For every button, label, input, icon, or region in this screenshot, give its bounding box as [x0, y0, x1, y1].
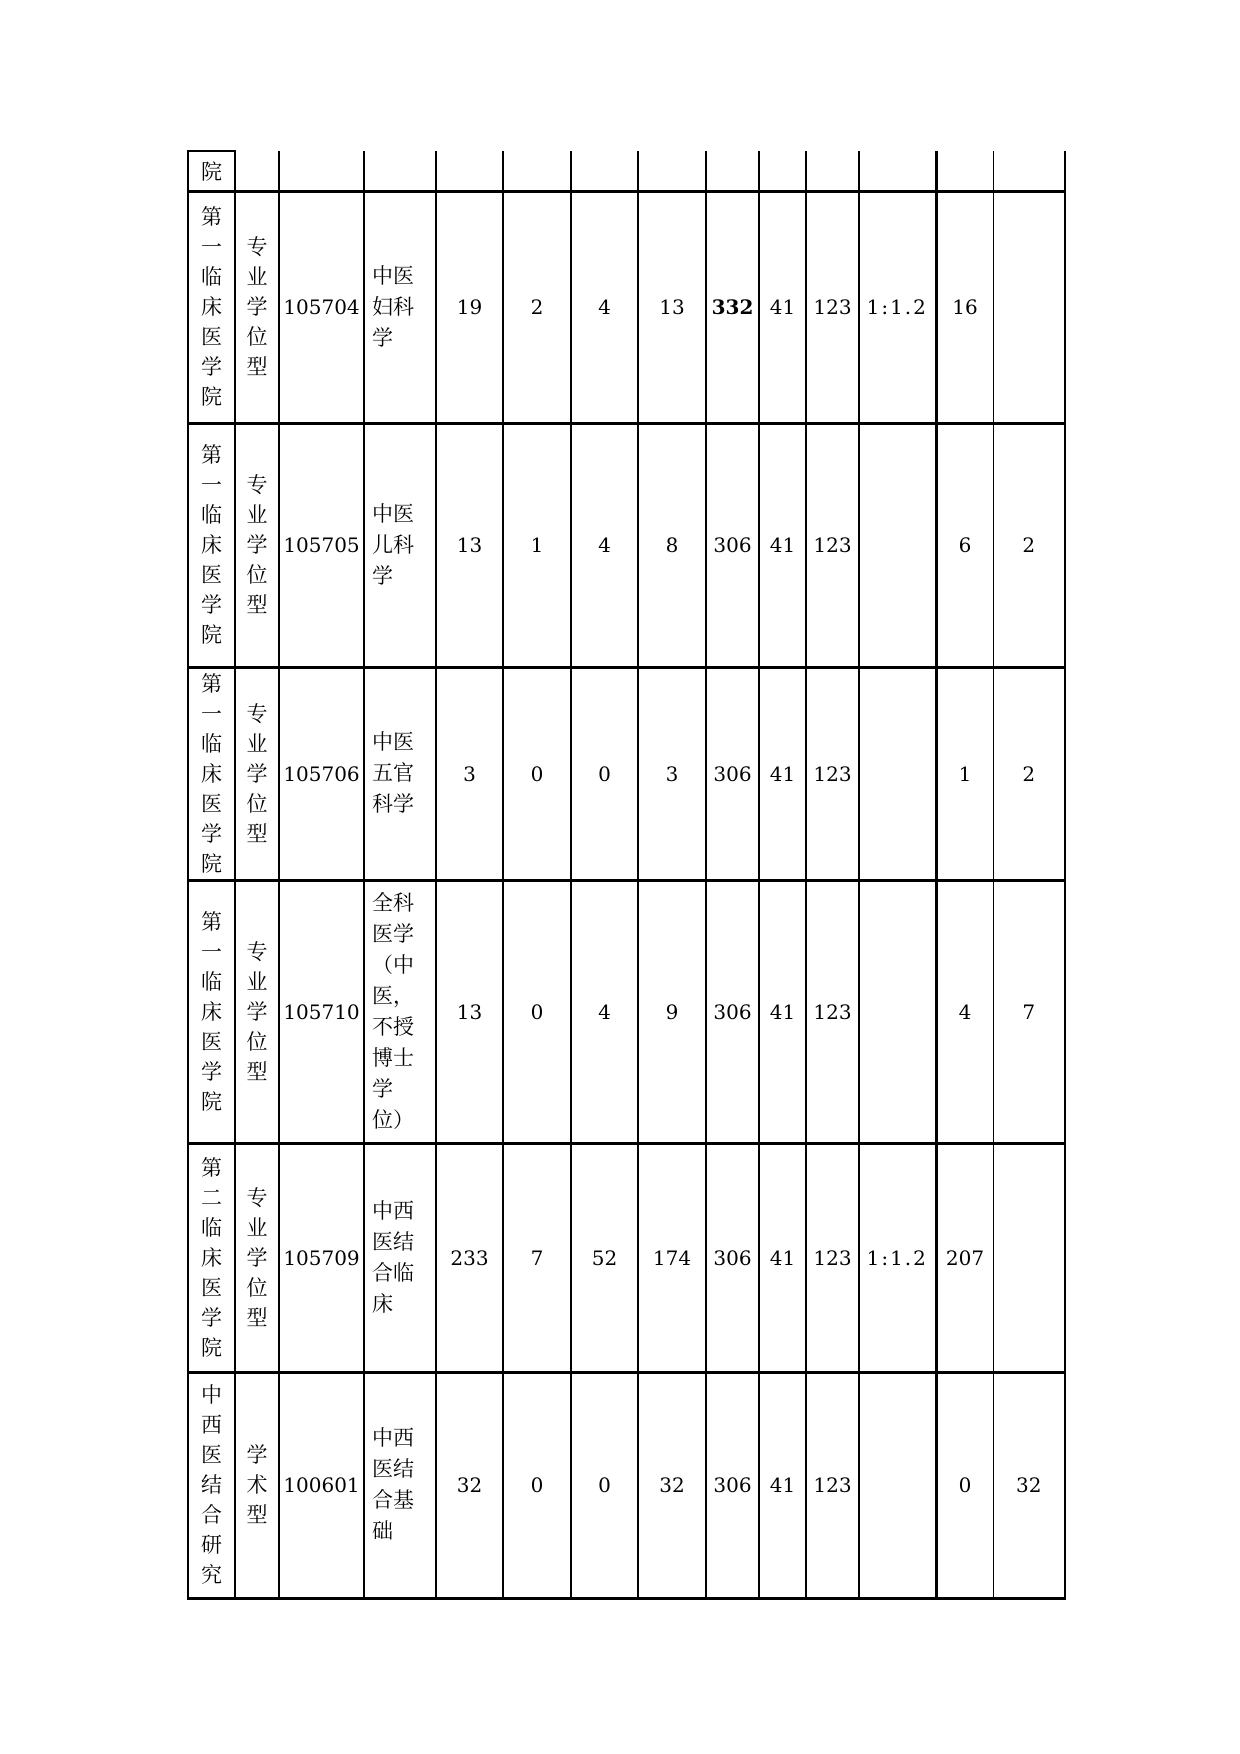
degree-type-vertical-text: 专 业 学 位 型 — [246, 701, 268, 846]
value-cell: 4 — [571, 423, 638, 667]
degree-type-cell — [235, 667, 279, 880]
college-vertical-text: 第 一 临 床 医 学 院 — [201, 205, 222, 409]
value-cell: 41 — [759, 1143, 806, 1372]
value-cell: 16 — [936, 191, 993, 423]
major-code-cell — [279, 667, 364, 880]
value-cell: 306 — [706, 880, 759, 1143]
value-cell: 32 — [993, 1372, 1065, 1598]
carryover-empty-cell — [706, 151, 759, 191]
table-row — [188, 423, 1065, 667]
value-cell: 123 — [806, 1372, 859, 1598]
value-cell: 4 — [571, 191, 638, 423]
table-row — [188, 191, 1065, 423]
value-cell: 13 — [436, 880, 503, 1143]
major-name-cell — [364, 1372, 436, 1598]
college-cell — [188, 423, 235, 667]
carryover-empty-cell — [235, 151, 279, 191]
carryover-empty-cell — [638, 151, 706, 191]
college-vertical-text: 第 一 临 床 医 学 院 — [201, 909, 222, 1114]
degree-type-vertical-text: 专 业 学 位 型 — [246, 235, 268, 379]
value-cell: 8 — [638, 423, 706, 667]
carryover-college-cell — [188, 151, 235, 191]
value-cell: 0 — [936, 1372, 993, 1598]
value-cell: 2 — [503, 191, 571, 423]
value-cell: 207 — [936, 1143, 993, 1372]
major-name-text: 中医儿科学 — [372, 501, 414, 588]
major-code-text: 105706 — [283, 761, 360, 786]
value-cell: 332 — [706, 191, 759, 423]
carryover-empty-cell — [279, 151, 364, 191]
value-cell: 0 — [503, 880, 571, 1143]
degree-type-vertical-text: 专 业 学 位 型 — [246, 1185, 268, 1330]
value-cell: 0 — [571, 1372, 638, 1598]
value-cell: 19 — [436, 191, 503, 423]
major-code-text: 105710 — [283, 999, 360, 1024]
value-cell: 2 — [993, 667, 1065, 880]
carryover-empty-cell — [806, 151, 859, 191]
major-code-text: 105704 — [283, 295, 360, 319]
value-cell: 123 — [806, 191, 859, 423]
carryover-empty-cell — [759, 151, 806, 191]
value-cell: 9 — [638, 880, 706, 1143]
value-cell: 2 — [993, 423, 1065, 667]
major-code-text: 100601 — [283, 1473, 360, 1497]
value-cell: 3 — [436, 667, 503, 880]
major-code-text: 105705 — [283, 533, 360, 557]
value-cell: 1 — [936, 667, 993, 880]
college-cell — [188, 880, 235, 1143]
value-cell: 306 — [706, 1143, 759, 1372]
value-cell: 306 — [706, 667, 759, 880]
table-row — [188, 880, 1065, 1143]
carryover-row — [188, 151, 1065, 191]
carryover-empty-cell — [993, 151, 1065, 191]
value-cell: 3 — [638, 667, 706, 880]
value-cell: 306 — [706, 423, 759, 667]
table-row — [188, 667, 1065, 880]
degree-type-cell — [235, 1143, 279, 1372]
value-cell: 1:1.2 — [859, 191, 936, 423]
value-cell: 306 — [706, 1372, 759, 1598]
value-cell: 41 — [759, 191, 806, 423]
degree-type-vertical-text: 学 术 型 — [246, 1443, 268, 1527]
value-cell: 123 — [806, 667, 859, 880]
table-row — [188, 1143, 1065, 1372]
value-cell: 1:1.2 — [859, 1143, 936, 1372]
major-code-cell — [279, 1143, 364, 1372]
major-code-cell — [279, 191, 364, 423]
carryover-empty-cell — [364, 151, 436, 191]
major-code-cell — [279, 1372, 364, 1598]
value-cell: 174 — [638, 1143, 706, 1372]
major-name-cell — [364, 880, 436, 1143]
value-cell: 13 — [638, 191, 706, 423]
carryover-empty-cell — [859, 151, 936, 191]
value-cell — [859, 880, 936, 1143]
value-cell — [859, 423, 936, 667]
carryover-college-text: 院 — [201, 159, 222, 184]
value-cell: 4 — [571, 880, 638, 1143]
value-cell: 4 — [936, 880, 993, 1143]
admissions-table — [187, 150, 1066, 1600]
degree-type-cell — [235, 191, 279, 423]
college-vertical-text: 第 一 临 床 医 学 院 — [201, 443, 222, 647]
major-name-cell — [364, 667, 436, 880]
degree-type-cell — [235, 880, 279, 1143]
major-name-text: 中西医结合临床 — [372, 1198, 414, 1316]
value-cell: 0 — [503, 1372, 571, 1598]
value-cell: 41 — [759, 880, 806, 1143]
value-cell — [859, 667, 936, 880]
major-name-text: 中医妇科学 — [372, 263, 414, 350]
major-name-cell — [364, 423, 436, 667]
carryover-empty-cell — [436, 151, 503, 191]
college-cell — [188, 191, 235, 423]
value-cell: 6 — [936, 423, 993, 667]
value-cell — [859, 1372, 936, 1598]
value-cell: 41 — [759, 667, 806, 880]
value-cell: 123 — [806, 423, 859, 667]
degree-type-vertical-text: 专 业 学 位 型 — [246, 939, 268, 1084]
major-name-text: 全科医学（中医，不授博士学位） — [372, 890, 414, 1132]
major-code-text: 105709 — [283, 1245, 360, 1270]
major-name-cell — [364, 191, 436, 423]
college-cell — [188, 667, 235, 880]
college-cell — [188, 1143, 235, 1372]
value-cell: 41 — [759, 423, 806, 667]
major-name-text: 中西医结合基础 — [372, 1426, 414, 1543]
college-vertical-text: 第 一 临 床 医 学 院 — [201, 671, 222, 876]
major-code-cell — [279, 880, 364, 1143]
major-name-text: 中医五官科学 — [372, 730, 414, 816]
value-cell: 7 — [503, 1143, 571, 1372]
value-cell — [993, 1143, 1065, 1372]
carryover-empty-cell — [936, 151, 993, 191]
carryover-empty-cell — [503, 151, 571, 191]
value-cell: 52 — [571, 1143, 638, 1372]
value-cell: 123 — [806, 880, 859, 1143]
degree-type-cell — [235, 1372, 279, 1598]
value-cell: 7 — [993, 880, 1065, 1143]
major-name-cell — [364, 1143, 436, 1372]
value-cell: 1 — [503, 423, 571, 667]
value-cell: 123 — [806, 1143, 859, 1372]
degree-type-vertical-text: 专 业 学 位 型 — [246, 473, 268, 617]
table-row — [188, 1372, 1065, 1598]
value-cell: 13 — [436, 423, 503, 667]
value-cell: 0 — [571, 667, 638, 880]
value-cell — [993, 191, 1065, 423]
major-code-cell — [279, 423, 364, 667]
college-vertical-text: 第 二 临 床 医 学 院 — [201, 1155, 222, 1360]
value-cell: 0 — [503, 667, 571, 880]
college-vertical-text: 中 西 医 结 合 研 究 — [201, 1383, 222, 1587]
value-cell: 32 — [436, 1372, 503, 1598]
value-cell: 41 — [759, 1372, 806, 1598]
carryover-empty-cell — [571, 151, 638, 191]
value-cell: 233 — [436, 1143, 503, 1372]
college-cell — [188, 1372, 235, 1598]
value-cell: 32 — [638, 1372, 706, 1598]
degree-type-cell — [235, 423, 279, 667]
